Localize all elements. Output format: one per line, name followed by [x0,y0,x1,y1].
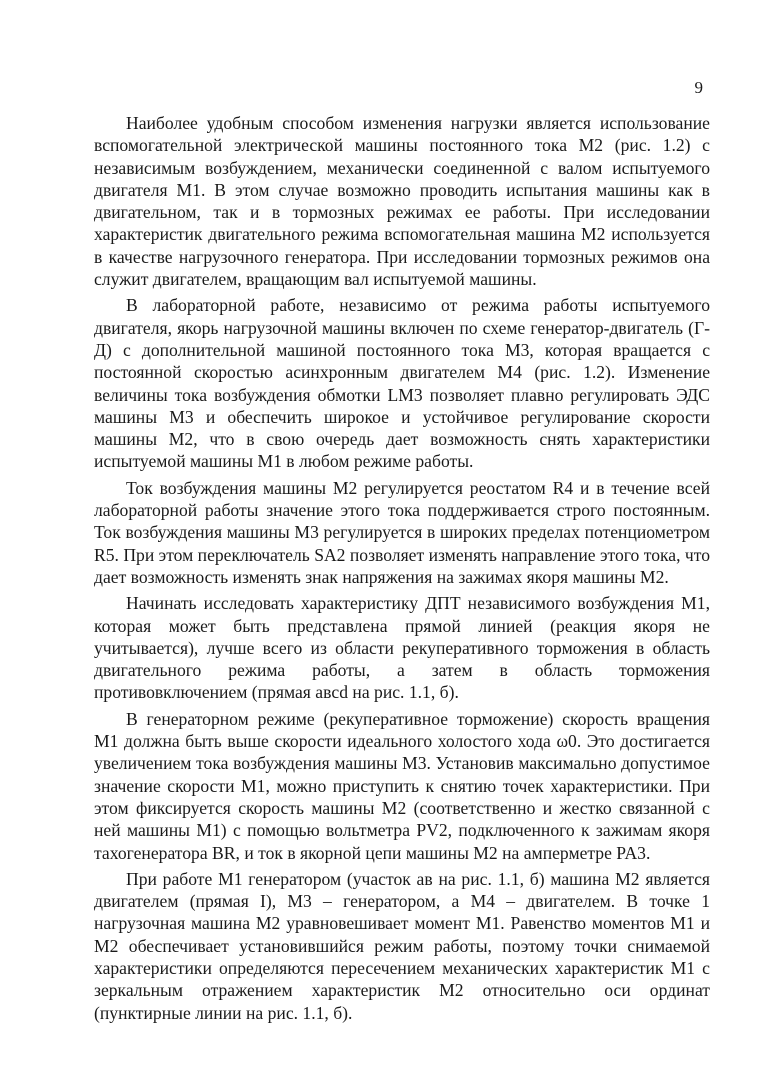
paragraph-5: В генераторном режиме (рекуперативное торможение) скорость вращения М1 должна быть выше скорости идеального холостого хода ω0. Это достигается увеличением тока возбуждения машины М3. Установив максимально допустимое значение скорости М1, можно приступить к снятию точек характеристики. При этом фиксируется скорость машины М2 (соответственно и жестко связанной с ней машины М1) с помощью вольтметра PV2, подключенного к зажимам якоря тахогенератора BR, и ток в якорной цепи машины М2 на амперметре PA3. [94,708,710,863]
paragraph-6: При работе М1 генератором (участок ав на рис. 1.1, б) машина М2 является двигателем (прямая I), М3 – генератором, а М4 – двигателем. В точке 1 нагрузочная машина М2 уравновешивает момент М1. Равенство моментов М1 и М2 обеспечивает установившийся режим работы, поэтому точки снимаемой характеристики определяются пересечением механических характеристик М1 с зеркальным отражением характеристик М2 относительно оси ординат (пунктирные линии на рис. 1.1, б). [94,868,710,1023]
page-number: 9 [694,78,703,97]
body-text [94,112,710,1024]
paragraph-1: Наиболее удобным способом изменения нагрузки является использование вспомогательной электрической машины постоянного тока М2 (рис. 1.2) с независимым возбуждением, механически соединенной с валом испытуемого двигателя М1. В этом случае возможно проводить испытания машины как в двигательном, так и в тормозных режимах ее работы. При исследовании характеристик двигательного режима вспомогательная машина М2 используется в качестве нагрузочного генератора. При исследовании тормозных режимов она служит двигателем, вращающим вал испытуемой машины. [94,113,710,290]
paragraph-2: В лабораторной работе, независимо от режима работы испытуемого двигателя, якорь нагрузочной машины включен по схеме генератор-двигатель (Г-Д) с дополнительной машиной постоянного тока М3, которая вращается с постоянной скоростью асинхронным двигателем М4 (рис. 1.2). Изменение величины тока возбуждения обмотки LМ3 позволяет плавно регулировать ЭДС машины М3 и обеспечить широкое и устойчивое регулирование скорости машины М2, что в свою очередь дает возможность снять характеристики испытуемой машины М1 в любом режиме работы. [94,295,710,472]
paragraph-3: Ток возбуждения машины М2 регулируется реостатом R4 и в течение всей лабораторной работы значение этого тока поддерживается строго постоянным. Ток возбуждения машины М3 регулируется в широких пределах потенциометром R5. При этом переключатель SA2 позволяет изменять направление этого тока, что дает возможность изменять знак напряжения на зажимах якоря машины М2. [94,477,710,587]
paragraph-4: Начинать исследовать характеристику ДПТ независимого возбуждения М1, которая может быть представлена прямой линией (реакция якоря не учитывается), лучше всего из области рекуперативного торможения в область двигательного режима работы, а затем в область торможения противовключением (прямая aвcd на рис. 1.1, б). [94,593,710,703]
